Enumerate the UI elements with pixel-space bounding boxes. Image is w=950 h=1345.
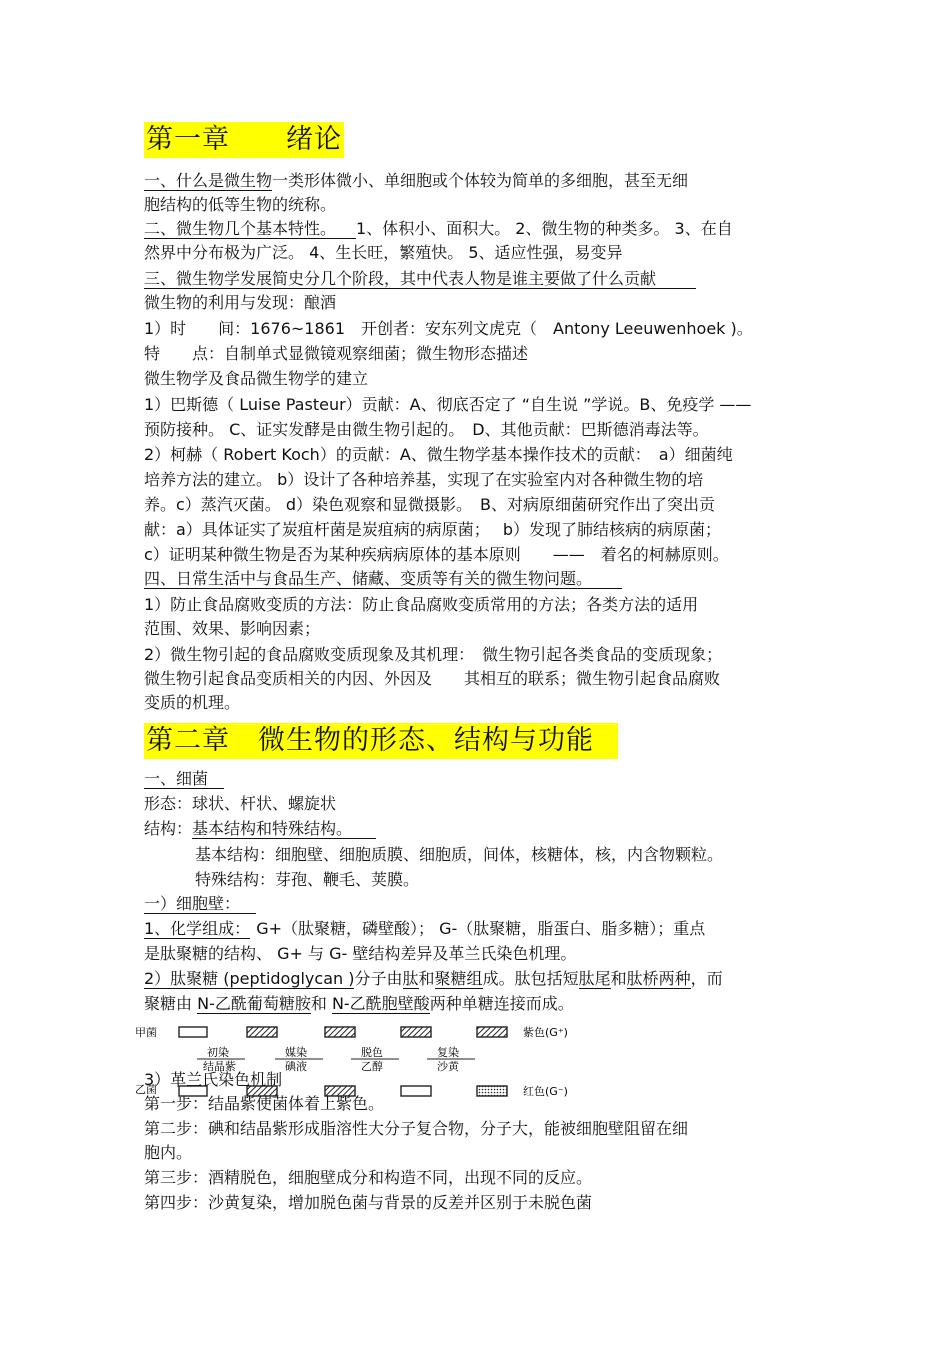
pep-text-1: 分子由: [354, 969, 403, 988]
gram-heading: 3）革兰氏染色机制: [144, 1070, 283, 1089]
q2-line-1: [144, 218, 733, 240]
morphology-line: 形态：球状、杆状、螺旋状: [144, 794, 337, 813]
row1-box-3: [325, 1027, 355, 1037]
q4-heading: 四、日常生活中与食品生产、储藏、变质等有关的微生物问题。: [144, 569, 622, 589]
koch-line-4: 献：a）具体证实了炭疽杆菌是炭疽病的病原菌； b）发现了肺结核病的病原菌；: [144, 520, 722, 539]
row-label-b: 乙菌: [135, 1083, 157, 1096]
q1-line-1: [144, 170, 688, 192]
q4-2-line-3: 变质的机理。: [144, 693, 241, 712]
q4-line: [144, 568, 622, 590]
chem-line-1: [144, 918, 705, 940]
step-2-line-1: 第二步：碘和结晶紫形成脂溶性大分子复合物，分子大，能被细胞壁阻留在细: [144, 1119, 689, 1138]
stage4-top: 复染: [437, 1046, 459, 1059]
step-2-line-2: 胞内。: [144, 1143, 193, 1162]
q4-2-line-1: 2）微生物引起的食品腐败变质现象及其机理： 微生物引起各类食品的变质现象；: [144, 645, 723, 664]
pasteur-line-1: 1）巴斯德（ Luise Pasteur）贡献：A、彻底否定了 “自生说 ”学说。B、免疫学 ——: [144, 395, 752, 414]
row2-box-5: [477, 1086, 507, 1096]
q2-line-2: 然界中分布极为广泛。 4、生长旺，繁殖快。 5、适应性强，易变异: [144, 243, 623, 262]
koch-line-2: 培养方法的建立。 b）设计了各种培养基，实现了在实验室内对各种微生物的培: [144, 470, 704, 489]
cell-wall-line: [144, 893, 256, 915]
result-red: 红色(G⁻): [523, 1085, 568, 1098]
row1-box-4: [401, 1027, 431, 1037]
pep-text-2: 和: [418, 969, 435, 988]
glycan-text-1: 聚糖由: [144, 994, 198, 1013]
special-structure-line: 特殊结构：芽孢、鞭毛、荚膜。: [195, 870, 420, 889]
glycan-term-nag: N-乙酰葡萄糖胺: [197, 994, 311, 1013]
result-purple: 紫色(G⁺): [523, 1026, 568, 1039]
pep-text-5: 和: [610, 969, 627, 988]
row1-box-2: [247, 1027, 277, 1037]
stage3-bottom: 乙醇: [361, 1060, 383, 1073]
stage3-top: 脱色: [361, 1046, 383, 1059]
row2-box-4: [401, 1086, 431, 1096]
pep-text-7: ，而: [690, 969, 723, 988]
bacteria-line: [144, 768, 224, 790]
chapter-2-title: 第二章 微生物的形态、结构与功能: [144, 723, 618, 759]
pasteur-line-2: 预防接种。 C、证实发酵是由微生物引起的。 D、其他贡献：巴斯德消毒法等。: [144, 420, 709, 439]
glycan-text-3: 两种单糖连接而成。: [429, 994, 574, 1013]
q4-1-line-1: 1）防止食品腐败变质的方法：防止食品腐败变质常用的方法；各类方法的适用: [144, 595, 699, 614]
use-discovery: 微生物的利用与发现：酿酒: [144, 293, 337, 312]
step-3: 第三步：酒精脱色，细胞壁成分和构造不同，出现不同的反应。: [144, 1168, 593, 1187]
koch-line-5: c）证明某种微生物是否为某种疾病病原体的基本原则 —— 着名的柯赫原则。: [144, 545, 729, 564]
peptidoglycan-line: [144, 968, 723, 990]
structure-line: [144, 818, 376, 840]
glycan-line: [144, 993, 574, 1015]
peptidoglycan-heading: 2）肽聚糖 (peptidoglycan ): [144, 969, 355, 988]
stage1-bottom: 结晶紫: [203, 1060, 236, 1073]
chapter-1-title: 第一章 绪论: [144, 122, 344, 158]
q1-text: 一类形体微小、单细胞或个体较为简单的多细胞，甚至无细: [272, 171, 689, 190]
glycan-text-2: 和: [310, 994, 332, 1013]
structure-value: 基本结构和特殊结构。: [192, 819, 376, 839]
pep-term-peptide: 肽: [402, 969, 419, 988]
q1-heading: 一、什么是微生物: [144, 171, 273, 190]
pep-text-6: 两种: [658, 969, 691, 988]
structure-label: 结构：: [144, 819, 193, 838]
time-founder: 1）时 间：1676~1861 开创者：安东列文虎克（ Antony Leeuwenhoek )。: [144, 319, 753, 338]
q1-line-2: 胞结构的低等生物的统称。: [144, 195, 337, 214]
chem-text: G+（肽聚糖，磷壁酸）； G-（肽聚糖，脂蛋白、脂多糖）；重点: [256, 919, 706, 938]
pep-term-glycan: 聚糖: [434, 969, 467, 988]
row1-box-1: [179, 1027, 207, 1037]
cell-wall-heading: 一）细胞壁：: [144, 894, 256, 914]
stage2-bottom: 碘液: [285, 1060, 307, 1073]
stage4-bottom: 沙黄: [437, 1060, 459, 1073]
koch-line-1: 2）柯赫（ Robert Koch）的贡献：A、微生物学基本操作技术的贡献： a）细菌纯: [144, 445, 733, 464]
step-4: 第四步：沙黄复染，增加脱色菌与背景的反差并区别于未脱色菌: [144, 1193, 593, 1212]
establish-line: 微生物学及食品微生物学的建立: [144, 369, 369, 388]
row1-box-5: [477, 1027, 507, 1037]
q2-text: 1、体积小、面积大。 2、微生物的种类多。 3、在自: [356, 219, 733, 238]
q3-line: [144, 268, 696, 290]
q3-heading: 三、微生物学发展简史分几个阶段，其中代表人物是谁主要做了什么贡献: [144, 269, 696, 289]
pep-text-3: 组: [466, 969, 483, 988]
row-label-a: 甲菌: [135, 1026, 157, 1039]
feature-line: 特 点：自制单式显微镜观察细菌；微生物形态描述: [144, 344, 529, 363]
chem-line-2: 是肽聚糖的结构、 G+ 与 G- 壁结构差异及革兰氏染色机理。: [144, 944, 577, 963]
stage1-top: 初染: [207, 1046, 229, 1059]
q4-1-line-2: 范围、效果、影响因素；: [144, 619, 321, 638]
pep-term-tail: 肽尾: [578, 969, 611, 988]
koch-line-3: 养。c）蒸汽灭菌。 d）染色观察和显微摄影。 B、对病原细菌研究作出了突出贡: [144, 495, 716, 514]
bacteria-heading: 一、细菌: [144, 769, 224, 789]
q4-2-line-2: 微生物引起食品变质相关的内因、外因及 其相互的联系；微生物引起食品腐败: [144, 669, 721, 688]
glycan-term-nam: N-乙酰胞壁酸: [331, 994, 430, 1013]
step-1: 第一步：结晶紫使菌体着上紫色。: [144, 1094, 385, 1113]
basic-structure-line: 基本结构：细胞壁、细胞质膜、细胞质，间体，核糖体，核，内含物颗粒。: [195, 845, 724, 864]
q2-heading: 二、微生物几个基本特性。: [144, 219, 356, 239]
chem-heading: 1、化学组成：: [144, 919, 251, 938]
pep-term-bridge: 肽桥: [626, 969, 659, 988]
pep-text-4: 成。肽包括短: [482, 969, 579, 988]
stage2-top: 媒染: [285, 1046, 307, 1059]
